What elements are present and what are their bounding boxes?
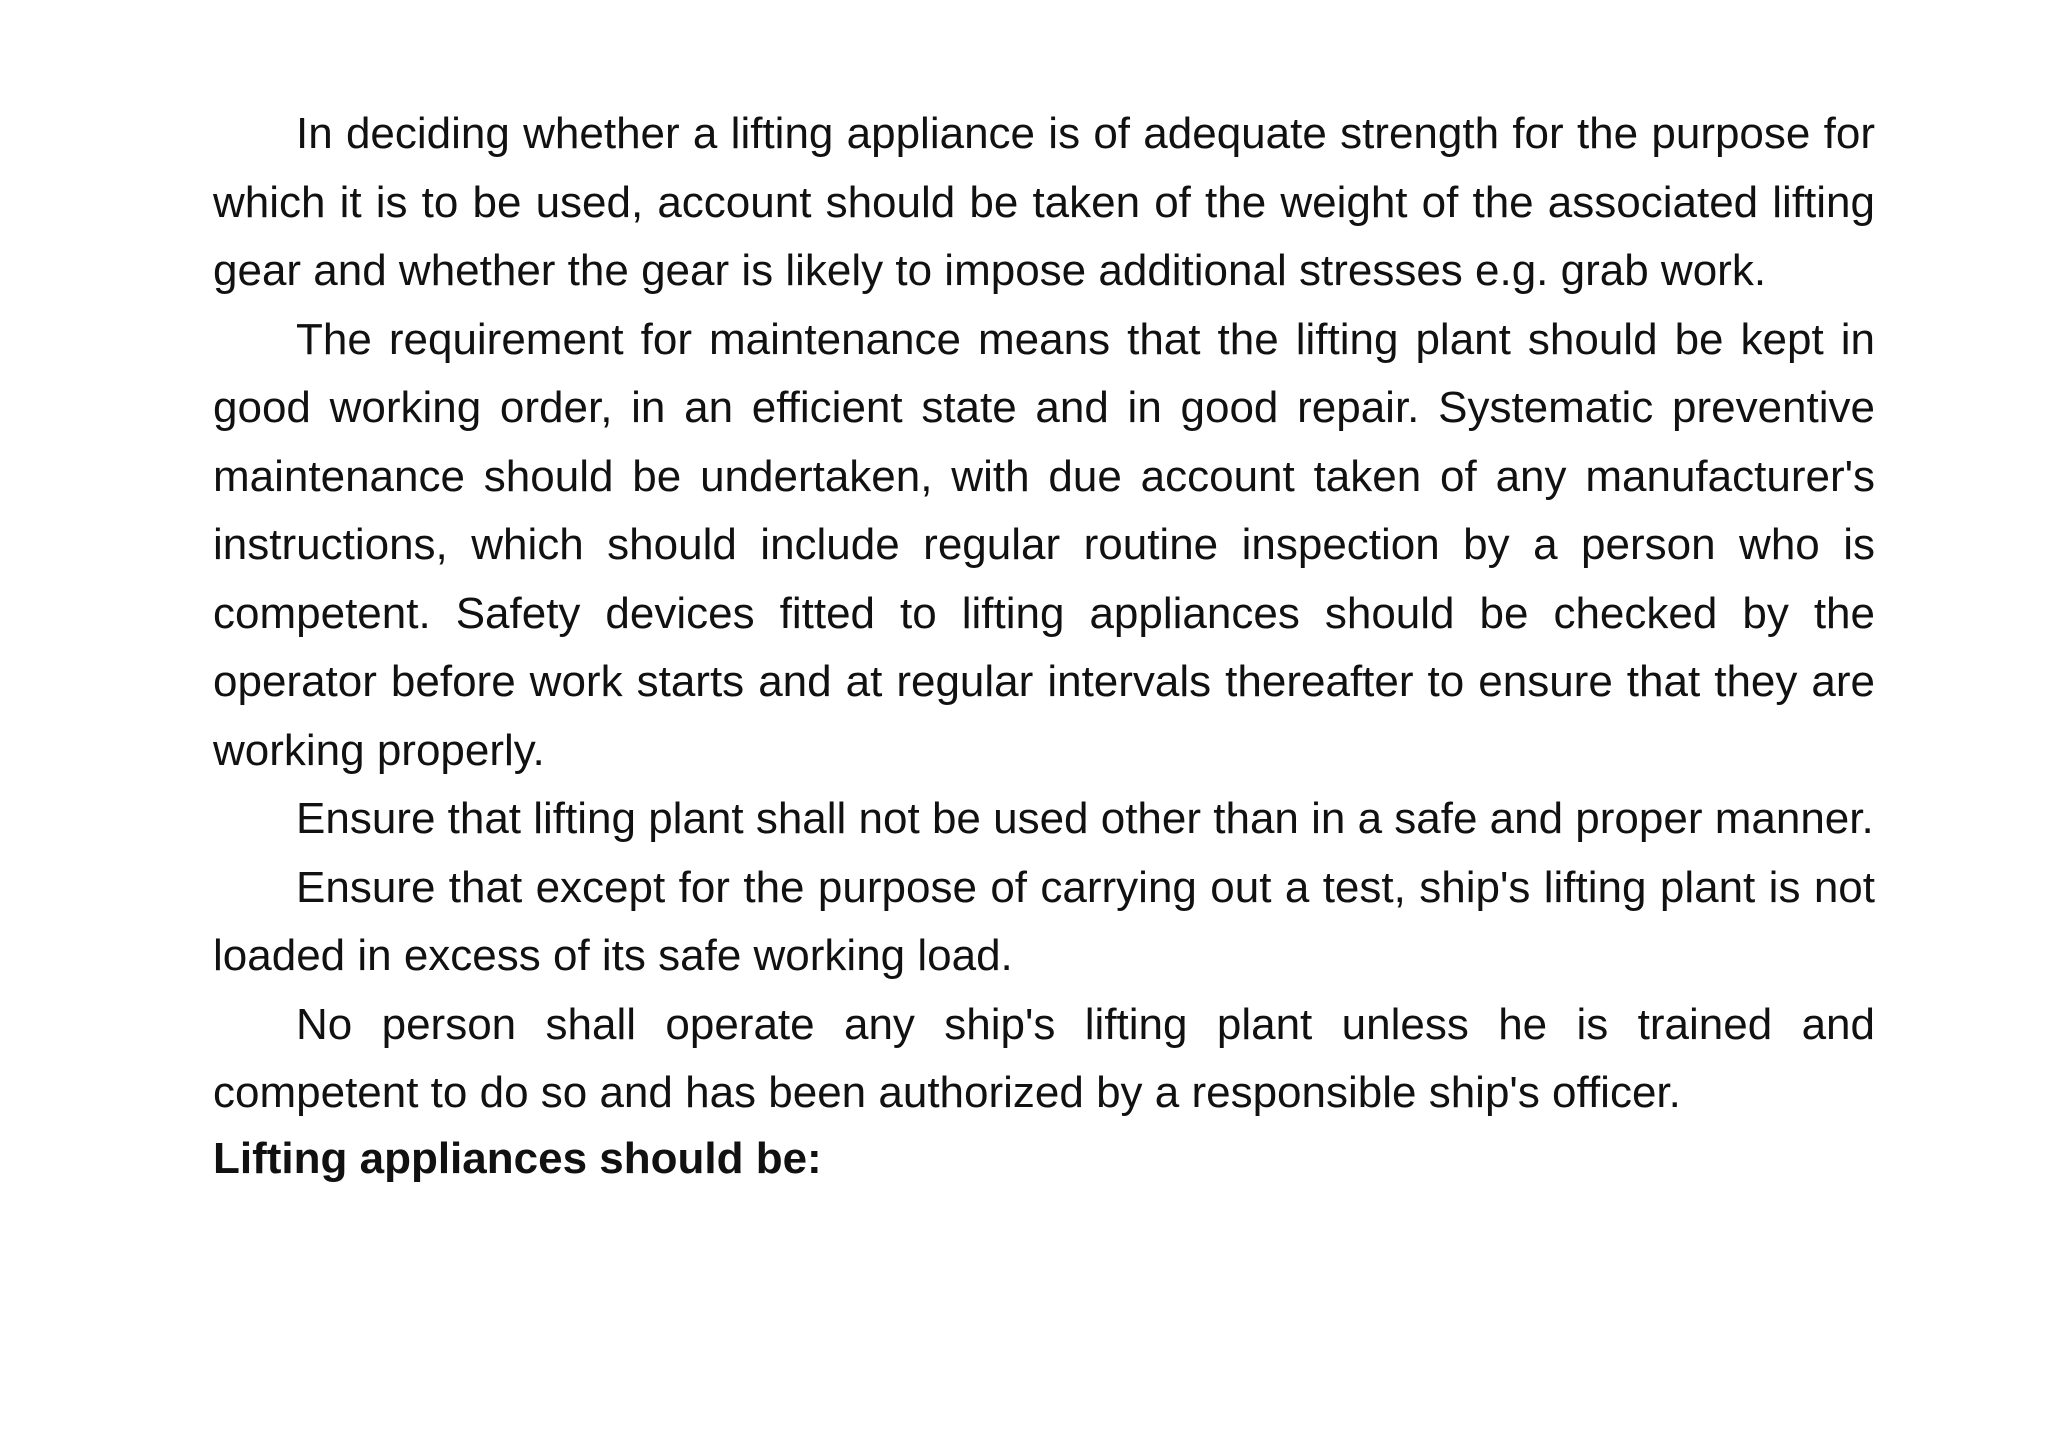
paragraph-safe-working-load: Ensure that except for the purpose of carrying out a test, ship's lifting plant is not loaded in excess of its safe working load. (213, 862, 1875, 980)
paragraph-adequate-strength: In deciding whether a lifting appliance is of adequate strength for the purpose for which it is to be used, account should be taken of the weight of the associated lifting gear and whether the gear is likely to impose additional stresses e.g. grab work. (213, 109, 1875, 295)
section-heading: Lifting appliances should be: (213, 1133, 822, 1183)
paragraph-maintenance: The requirement for maintenance means that the lifting plant should be kept in good working order, in an efficient state and in good repair. Systematic preventive maintenance should be undertaken, with due account taken of any manufacturer's instructions, which should include regular routine inspection by a person who is competent. Safety devices fitted to lifting appliances should be checked by the operator before work starts and at regular intervals thereafter to ensure that they are working properly. (213, 314, 1875, 775)
document-page (213, 100, 1875, 1190)
paragraph-safe-use: Ensure that lifting plant shall not be used other than in a safe and proper manner. (296, 794, 1874, 843)
paragraph-operator-authorization: No person shall operate any ship's lifting plant unless he is trained and competent to do so and has been authorized by a responsible ship's officer. (213, 999, 1875, 1117)
